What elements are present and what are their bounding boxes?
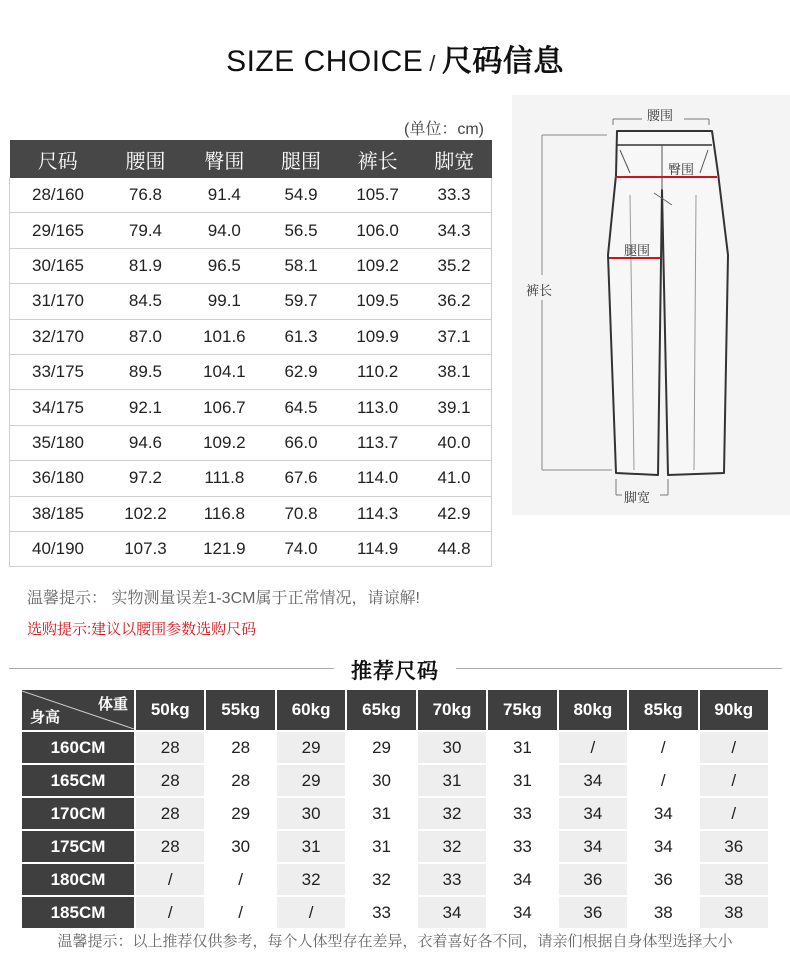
recommend-row [22,732,768,763]
weight-header-cell: 90kg [700,690,769,730]
size-cell: 102.2 [106,496,185,531]
size-row [10,461,492,496]
size-cell: 40/190 [10,531,107,566]
size-cell: 66.0 [264,425,338,460]
recommend-cell: 29 [206,798,274,829]
size-row [10,496,492,531]
size-cell: 33.3 [417,178,491,213]
size-cell: 32/170 [10,319,107,354]
size-cell: 54.9 [264,178,338,213]
corner-cell [22,690,134,730]
size-cell: 67.6 [264,461,338,496]
size-cell: 105.7 [338,178,417,213]
recommend-cell: 34 [559,798,627,829]
recommend-cell: 34 [418,897,486,928]
weight-header-cell: 75kg [488,690,556,730]
size-cell: 97.2 [106,461,185,496]
size-cell: 114.3 [338,496,417,531]
recommend-cell: / [136,864,204,895]
recommend-cell: 33 [488,831,556,862]
recommend-cell: 29 [277,765,345,796]
size-cell: 109.2 [185,425,264,460]
recommend-cell: 32 [277,864,345,895]
recommend-cell: 30 [418,732,486,763]
size-cell: 35.2 [417,248,491,283]
recommend-row [22,765,768,796]
recommend-cell: 28 [136,765,204,796]
size-cell: 91.4 [185,178,264,213]
measurement-note: 温馨提示： 实物测量误差1-3CM属于正常情况，请谅解! [27,590,420,607]
recommend-cell: 31 [347,831,415,862]
size-cell: 110.2 [338,354,417,389]
size-row [10,390,492,425]
size-cell: 34/175 [10,390,107,425]
recommend-cell: / [277,897,345,928]
recommend-cell: 36 [559,864,627,895]
weight-header-cell: 80kg [559,690,627,730]
size-cell: 58.1 [264,248,338,283]
corner-weight-label: 体重 [97,696,128,713]
size-cell: 106.0 [338,213,417,248]
size-cell: 30/165 [10,248,107,283]
size-header-cell: 臀围 [185,140,264,178]
size-cell: 37.1 [417,319,491,354]
recommend-cell: 36 [559,897,627,928]
recommend-note: 温馨提示：以上推荐仅供参考，每个人体型存在差异，衣着喜好各不同，请亲们根据自身体型选择大小 [57,933,733,950]
unit-label: (单位：cm) [404,121,484,138]
size-row [10,531,492,566]
size-cell: 96.5 [185,248,264,283]
recommend-cell: 34 [629,798,697,829]
size-header-cell: 腰围 [106,140,185,178]
size-header-cell: 脚宽 [417,140,491,178]
recommend-cell: 33 [418,864,486,895]
hip-label: 臀围 [668,162,695,177]
thigh-label: 腿围 [624,243,651,258]
recommend-cell: 32 [347,864,415,895]
page-title [0,36,790,80]
recommend-cell: 34 [629,831,697,862]
recommend-cell: 32 [418,831,486,862]
weight-header-cell: 65kg [347,690,415,730]
recommend-cell: 30 [206,831,274,862]
size-cell: 28/160 [10,178,107,213]
size-cell: 106.7 [185,390,264,425]
size-cell: 38/185 [10,496,107,531]
size-cell: 104.1 [185,354,264,389]
hem-label: 脚宽 [624,490,651,505]
recommend-cell: 38 [700,864,769,895]
recommend-cell: 31 [418,765,486,796]
recommend-cell: / [700,732,769,763]
height-cell: 160CM [22,732,134,763]
size-cell: 34.3 [417,213,491,248]
size-cell: 113.7 [338,425,417,460]
size-cell: 64.5 [264,390,338,425]
length-label: 裤长 [526,283,553,298]
size-cell: 29/165 [10,213,107,248]
size-row [10,319,492,354]
size-cell: 39.1 [417,390,491,425]
size-cell: 111.8 [185,461,264,496]
recommend-cell: 36 [700,831,769,862]
recommend-cell: 30 [347,765,415,796]
recommend-cell: 31 [347,798,415,829]
size-cell: 92.1 [106,390,185,425]
size-cell: 81.9 [106,248,185,283]
size-cell: 114.9 [338,531,417,566]
size-cell: 33/175 [10,354,107,389]
recommend-row [22,798,768,829]
size-table-header [10,140,492,178]
size-cell: 114.0 [338,461,417,496]
recommend-table-header [22,690,768,730]
height-cell: 170CM [22,798,134,829]
recommend-cell: 38 [700,897,769,928]
size-table [9,140,492,567]
recommend-cell: 29 [347,732,415,763]
weight-header-cell: 60kg [277,690,345,730]
pants-illustration [512,95,790,515]
size-cell: 101.6 [185,319,264,354]
size-cell: 74.0 [264,531,338,566]
size-cell: 59.7 [264,284,338,319]
size-cell: 94.6 [106,425,185,460]
size-cell: 89.5 [106,354,185,389]
size-cell: 116.8 [185,496,264,531]
recommend-cell: / [206,897,274,928]
recommend-cell: / [629,732,697,763]
size-cell: 61.3 [264,319,338,354]
size-row [10,425,492,460]
size-cell: 41.0 [417,461,491,496]
size-cell: 99.1 [185,284,264,319]
recommend-cell: 31 [488,732,556,763]
size-cell: 109.9 [338,319,417,354]
recommend-cell: / [559,732,627,763]
recommend-cell: 34 [559,765,627,796]
recommend-row [22,831,768,862]
recommend-title: 推荐尺码 [351,660,439,683]
recommend-cell: / [206,864,274,895]
size-row [10,248,492,283]
recommend-cell: 31 [277,831,345,862]
size-cell: 44.8 [417,531,491,566]
corner-height-label: 身高 [30,709,61,726]
weight-header-cell: 50kg [136,690,204,730]
size-cell: 62.9 [264,354,338,389]
recommend-cell: 34 [559,831,627,862]
size-cell: 87.0 [106,319,185,354]
size-header-cell: 尺码 [10,140,107,178]
height-cell: 175CM [22,831,134,862]
height-cell: 185CM [22,897,134,928]
recommend-cell: / [136,897,204,928]
size-cell: 70.8 [264,496,338,531]
size-cell: 79.4 [106,213,185,248]
recommend-cell: 28 [206,732,274,763]
recommend-row [22,864,768,895]
pants-diagram [512,95,790,515]
size-cell: 84.5 [106,284,185,319]
size-cell: 42.9 [417,496,491,531]
size-cell: 40.0 [417,425,491,460]
recommend-cell: 29 [277,732,345,763]
height-cell: 165CM [22,765,134,796]
purchase-tip: 选购提示:建议以腰围参数选购尺码 [27,621,257,638]
recommend-cell: / [629,765,697,796]
size-table-body [10,178,492,567]
size-header-cell: 腿围 [264,140,338,178]
recommend-cell: 33 [488,798,556,829]
size-cell: 56.5 [264,213,338,248]
size-cell: 38.1 [417,354,491,389]
size-row [10,213,492,248]
recommend-cell: 32 [418,798,486,829]
size-cell: 107.3 [106,531,185,566]
size-row [10,354,492,389]
recommend-cell: 34 [488,864,556,895]
size-cell: 36.2 [417,284,491,319]
recommend-cell: 28 [136,831,204,862]
title-english: SIZE CHOICE [226,45,424,78]
size-row [10,284,492,319]
size-cell: 31/170 [10,284,107,319]
recommend-cell: 38 [629,897,697,928]
height-cell: 180CM [22,864,134,895]
recommend-cell: 31 [488,765,556,796]
recommend-cell: 28 [136,798,204,829]
recommend-cell: / [700,798,769,829]
size-cell: 36/180 [10,461,107,496]
size-cell: 94.0 [185,213,264,248]
size-cell: 113.0 [338,390,417,425]
size-header-cell: 裤长 [338,140,417,178]
weight-header-cell: 85kg [629,690,697,730]
size-cell: 76.8 [106,178,185,213]
size-row [10,178,492,213]
recommend-cell: 36 [629,864,697,895]
recommend-cell: 33 [347,897,415,928]
waist-label: 腰围 [647,108,674,123]
title-separator: / [429,51,436,76]
size-cell: 35/180 [10,425,107,460]
size-cell: 121.9 [185,531,264,566]
recommend-cell: 34 [488,897,556,928]
recommend-row [22,897,768,928]
recommend-table-body [22,732,768,928]
size-cell: 109.5 [338,284,417,319]
weight-header-cell: 55kg [206,690,274,730]
recommend-cell: 28 [136,732,204,763]
weight-header-cell: 70kg [418,690,486,730]
recommend-cell: 30 [277,798,345,829]
recommend-cell: 28 [206,765,274,796]
recommend-cell: / [700,765,769,796]
size-cell: 109.2 [338,248,417,283]
recommend-table [20,688,770,930]
title-chinese: 尺码信息 [441,45,564,78]
